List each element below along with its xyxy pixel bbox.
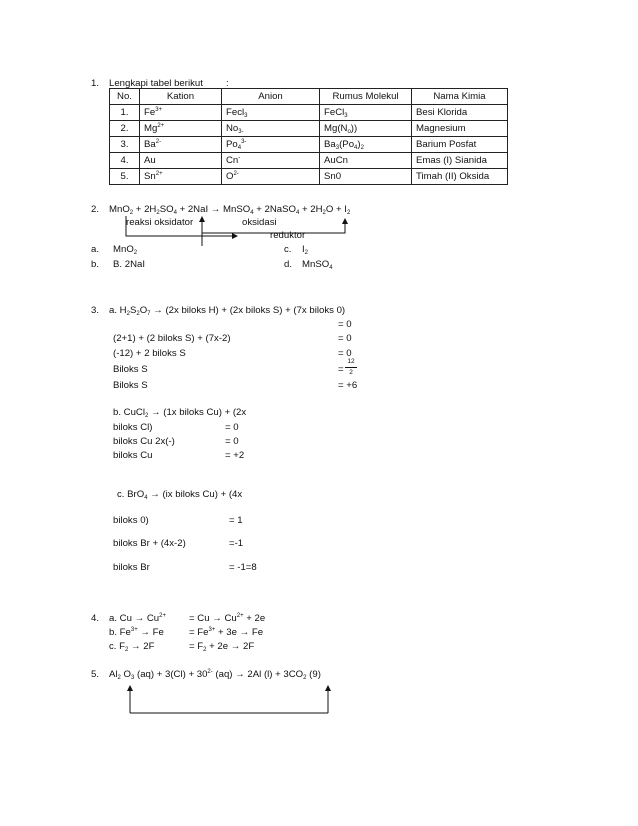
q3-number: 3.: [91, 305, 100, 316]
q2-number: 2.: [91, 204, 100, 215]
q2-option-c-label: c.: [284, 244, 292, 255]
q4-number: 4.: [91, 613, 100, 624]
arrow-right-icon: →: [239, 627, 250, 638]
cell-no: 1.: [110, 105, 140, 121]
arrow-right-icon: →: [131, 641, 141, 652]
cell-no: 3.: [110, 137, 140, 153]
cell-nama: Emas (I) Sianida: [412, 153, 508, 169]
q3b-left-1: biloks Cu 2x(-): [113, 436, 175, 447]
cell-anion: Cn-: [222, 153, 320, 169]
cell-kation: $Fe^{3+}$: [140, 105, 222, 121]
arrow-right-icon: →: [210, 204, 221, 215]
arrow-right-icon: →: [235, 669, 245, 680]
q3b-left-2: biloks Cu: [113, 450, 153, 461]
q3c-right-1: =-1: [229, 538, 244, 549]
cell-rumus: FeCl$_3$: [320, 105, 412, 121]
q5-equation: $Al_2$ $O_3$ $(aq) + 3(Cl) + 30^{2-}$ (aq) → 2Al $(l) + 3CO_2$ (9): [109, 669, 321, 681]
q3c-left-2: biloks Br: [113, 562, 150, 573]
cell-anion: $No_{3-}$: [222, 121, 320, 137]
q2-oksidasi-label: oksidasi: [242, 217, 277, 228]
cell-nama: Besi Klorida: [412, 105, 508, 121]
cell-rumus: Sn0: [320, 169, 412, 185]
cell-anion: $Po_4^{3-}$: [222, 137, 320, 153]
cell-nama: Timah (II) Oksida: [412, 169, 508, 185]
q3a-left-4: Biloks S: [113, 380, 148, 391]
q5-number: 5.: [91, 669, 100, 680]
cell-nama: Barium Posfat: [412, 137, 508, 153]
q3a-right-3: =: [338, 364, 344, 375]
q3c-right-2: = -1=8: [229, 562, 257, 573]
q2-option-c: $I_2$: [302, 244, 309, 256]
q2-option-d: MnSO$_4$: [302, 259, 333, 271]
arrow-right-icon: →: [230, 641, 241, 652]
header-anion: Anion: [222, 89, 320, 105]
header-no: No.: [110, 89, 140, 105]
cell-rumus: $Mg(N_o)$): [320, 121, 412, 137]
cell-nama: Magnesium: [412, 121, 508, 137]
arrow-right-icon: →: [134, 613, 145, 624]
q2-option-b: B. 2NaI: [113, 259, 145, 270]
q3a-left-2: (-12) + 2 biloks S: [113, 348, 186, 359]
cell-rumus: AuCn: [320, 153, 412, 169]
cell-no: 5.: [110, 169, 140, 185]
q4b-right: = $Fe^{3+} + 3e \to Fe$: [189, 627, 264, 638]
cell-anion: $O^{2-}$: [222, 169, 320, 185]
q2-option-a: MnO$_2$: [113, 244, 138, 256]
q3a-left-1: (2+1) + (2 biloks S) + (7x-2): [113, 333, 231, 344]
arrow-right-icon: →: [151, 407, 161, 418]
q3a-right-0: = 0: [338, 319, 352, 330]
cell-no: 2.: [110, 121, 140, 137]
q1-colon: :: [226, 78, 229, 89]
q2-reduktor-label: reduktor: [270, 230, 306, 241]
cell-kation: $Ba^{2-}$: [140, 137, 222, 153]
q2-reaksi-label: reaksi oksidator: [126, 217, 194, 228]
cell-kation: Au: [140, 153, 222, 169]
q3b-equation: b. CuCl$_2$ → (1x biloks Cu) + (2x: [113, 407, 247, 419]
q2-option-b-label: b.: [91, 259, 100, 270]
arrow-right-icon: →: [140, 627, 150, 638]
q3a-right-2: = 0: [338, 348, 352, 359]
q3b-right-1: = 0: [225, 436, 239, 447]
q3a-right-1: = 0: [338, 333, 352, 344]
q1-number: 1.: [91, 78, 100, 89]
q1-label: Lengkapi tabel berikut: [109, 78, 203, 89]
q2-option-a-label: a.: [91, 244, 100, 255]
q3b-right-2: = +2: [225, 450, 245, 461]
q3b-left-0: biloks Cl): [113, 422, 153, 433]
q3a-fraction: 12 2: [345, 359, 357, 376]
q4b-left: b. $Fe^{3+} \to Fe$: [109, 627, 164, 638]
header-rumus: Rumus Molekul: [320, 89, 412, 105]
q2-arrow-right: [202, 221, 345, 246]
q4a-right: = $Cu \to Cu^{2+} + 2e$: [189, 613, 266, 624]
q3c-equation: c. BrO$_4$ → (ix biloks Cu) + (4x: [117, 489, 243, 501]
cell-rumus: $Ba_3(Po_4)_2$: [320, 137, 412, 153]
q3c-left-1: biloks Br + (4x-2): [113, 538, 186, 549]
header-nama: Nama Kimia: [412, 89, 508, 105]
q4a-left: a. $Cu \to Cu^{2+}$: [109, 613, 166, 624]
arrow-right-icon: →: [212, 613, 222, 624]
cell-kation: $Mg^{2+}$: [140, 121, 222, 137]
q4c-left: c. $F_2 \to 2F$: [109, 641, 155, 653]
q3a-left-3: Biloks S: [113, 364, 148, 375]
cell-no: 4.: [110, 153, 140, 169]
q3c-right-0: = 1: [229, 515, 243, 526]
arrow-right-icon: →: [150, 489, 160, 500]
q4c-right: = $F_2 + 2e \to 2F$: [189, 641, 255, 653]
q2-option-d-label: d.: [284, 259, 293, 270]
q3c-left-0: biloks 0): [113, 515, 149, 526]
q3a-right-4: = +6: [338, 380, 358, 391]
header-kation: Kation: [140, 89, 222, 105]
arrow-right-icon: →: [153, 305, 163, 316]
q3a-equation: a. $H_2S_2O_7 \to (2x$ biloks H) + (2x biloks S) + (7x biloks 0): [109, 305, 346, 317]
q2-equation: $MnO_2 + 2H_2SO_4 + 2NaI$ → MnSO$_4$ + 2NaSO$_4$ + $2H_2O + I_2$: [109, 204, 351, 216]
q3b-right-0: = 0: [225, 422, 239, 433]
cell-kation: $Sn^{2+}$: [140, 169, 222, 185]
cell-anion: Fecl$_3$: [222, 105, 320, 121]
